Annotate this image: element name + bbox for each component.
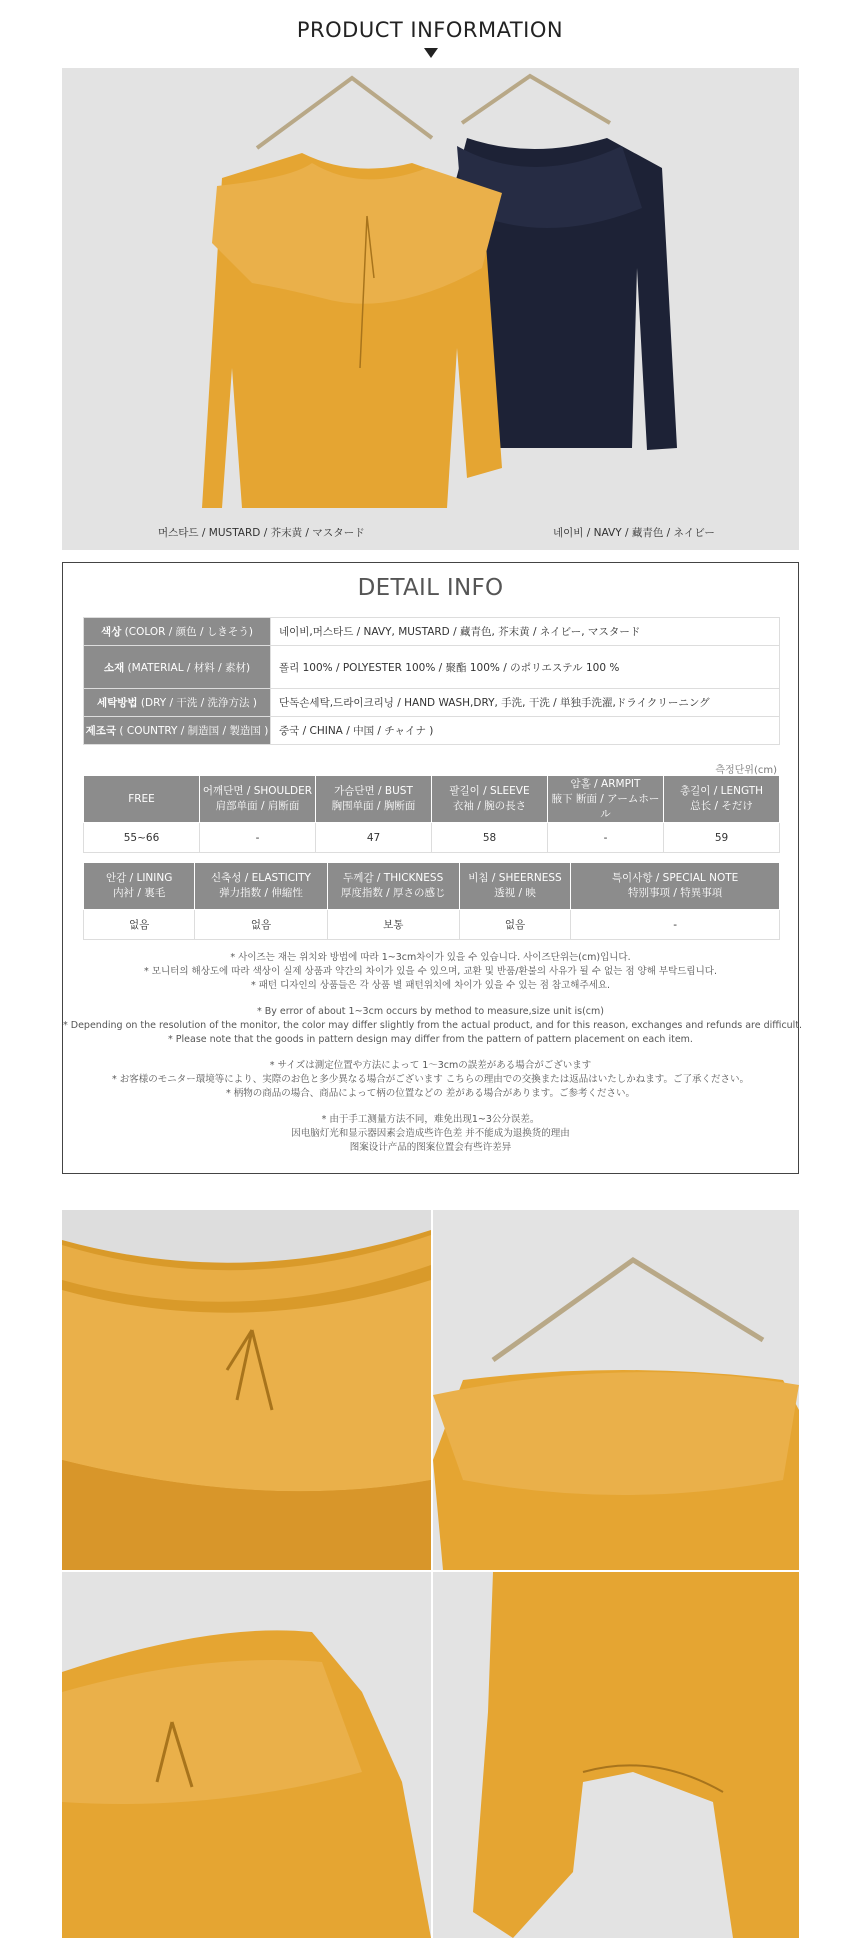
country-value: 중국 / CHINA / 中国 / チャイナ ) [271, 717, 780, 745]
info-table [83, 617, 780, 745]
material-value: 폴리 100% / POLYESTER 100% / 聚酯 100% / のポリエステル 100 % [271, 646, 780, 689]
fabric-value: 없음 [84, 910, 195, 940]
size-header-bust: 가슴단면 / BUST 胸围单面 / 胸断面 [316, 776, 432, 823]
page-title: PRODUCT INFORMATION [296, 18, 564, 42]
notes [63, 951, 803, 1155]
size-header-free: FREE [84, 776, 200, 823]
size-value: 58 [432, 823, 548, 853]
fabric-value: 보통 [327, 910, 459, 940]
detail-title: DETAIL INFO [357, 575, 504, 601]
fabric-value: 없음 [195, 910, 327, 940]
note-jp: * サイズは測定位置や方法によって 1～3cmの誤差がある場合がございます [269, 1060, 592, 1071]
fabric-header-lining: 안감 / LINING 内衬 / 裏毛 [84, 863, 195, 910]
product-photo-main [62, 68, 799, 550]
caption-navy: 네이비 / NAVY / 藏青色 / ネイビー [553, 527, 715, 539]
down-arrow-icon [424, 48, 438, 58]
color-value: 네이비,머스타드 / NAVY, MUSTARD / 藏青色, 芥末黄 / ネイビー, マスタード [271, 618, 780, 646]
note-cn: * 由于手工测量方法不同，难免出现1~3公分误差。 [321, 1114, 540, 1125]
table-row [84, 646, 780, 689]
note-jp: * 柄物の商品の場合、商品によって柄の位置などの 差がある場合があります。ご参考ください。 [225, 1088, 636, 1099]
fabric-header-thickness: 두께감 / THICKNESS 厚度指数 / 厚さの感じ [327, 863, 459, 910]
fabric-header-special-note: 특이사항 / SPECIAL NOTE 特别事项 / 特異事項 [571, 863, 780, 910]
size-table [83, 775, 780, 853]
note-jp: * お客様のモニター環境等により、実際のお色と多少異なる場合がございます こちらの理由での交換または返品はいたしかねます。ご了承ください。 [111, 1074, 750, 1085]
table-row [84, 823, 780, 853]
fabric-table [83, 862, 780, 940]
size-value: 59 [664, 823, 780, 853]
note-en: * By error of about 1~3cm occurs by method to measure,size unit is(cm) [257, 1006, 604, 1017]
size-header-length: 총길이 / LENGTH 总长 / そだけ [664, 776, 780, 823]
fabric-value: 없음 [459, 910, 570, 940]
size-value: 47 [316, 823, 432, 853]
table-row [84, 910, 780, 940]
note-kr: * 사이즈는 재는 위치와 방법에 따라 1~3cm차이가 있을 수 있습니다. 사이즈단위는(cm)입니다. [230, 952, 631, 963]
table-header-row [84, 776, 780, 823]
note-cn: 图案设计产品的图案位置会有些许差异 [349, 1142, 512, 1153]
size-header-sleeve: 팔길이 / SLEEVE 衣袖 / 腕の長さ [432, 776, 548, 823]
country-label: 제조국 ( COUNTRY / 制造国 / 製造国 ) [84, 717, 271, 745]
material-label: 소재 (MATERIAL / 材料 / 素材) [84, 646, 271, 689]
size-value: - [548, 823, 664, 853]
size-header-armpit: 암홀 / ARMPIT 腋下 断面 / アームホール [548, 776, 664, 823]
note-cn: 因电脑灯光和显示器因素会造成些许色差 并不能成为退换货的理由 [291, 1128, 570, 1139]
note-en: * Please note that the goods in pattern design may differ from the pattern of pattern placement on each item. [168, 1034, 693, 1045]
note-en: * Depending on the resolution of the monitor, the color may differ slightly from the actual product, and for this reason, exchanges and refunds are difficult. [63, 1020, 803, 1031]
table-row [84, 618, 780, 646]
fabric-header-elasticity: 신축성 / ELASTICITY 弹力指数 / 伸縮性 [195, 863, 327, 910]
detail-photo-front [62, 1210, 431, 1570]
table-row [84, 689, 780, 717]
caption-mustard: 머스타드 / MUSTARD / 芥末黄 / マスタード [158, 527, 365, 539]
wash-label: 세탁방법 (DRY / 干洗 / 洗浄方法 ) [84, 689, 271, 717]
detail-info-panel [62, 562, 803, 1174]
note-kr: * 패턴 디자인의 상품들은 각 상품 별 패턴위치에 차이가 있을 수 있는 점 참고해주세요. [250, 980, 611, 991]
size-value: - [200, 823, 316, 853]
note-kr: * 모니터의 해상도에 따라 색상이 실제 상품과 약간의 차이가 있을 수 있으며, 교환 및 반품/환불의 사유가 될 수 없는 점 양해 부탁드립니다. [144, 966, 717, 977]
table-row [84, 717, 780, 745]
size-value: 55~66 [84, 823, 200, 853]
size-header-shoulder: 어깨단면 / SHOULDER 肩部单面 / 肩断面 [200, 776, 316, 823]
detail-photo-hanger [433, 1210, 799, 1570]
table-header-row [84, 863, 780, 910]
fabric-value: - [571, 910, 780, 940]
detail-photo-waist [433, 1572, 799, 1938]
color-label: 색상 (COLOR / 颜色 / しきそう) [84, 618, 271, 646]
fabric-header-sheerness: 비침 / SHEERNESS 透视 / 映 [459, 863, 570, 910]
unit-note: 측정단위(cm) [715, 765, 777, 776]
wash-value: 단독손세탁,드라이크리닝 / HAND WASH,DRY, 手洗, 干洗 / 単独手洗濯,ドライクリーニング [271, 689, 780, 717]
detail-photo-neck [62, 1572, 431, 1938]
